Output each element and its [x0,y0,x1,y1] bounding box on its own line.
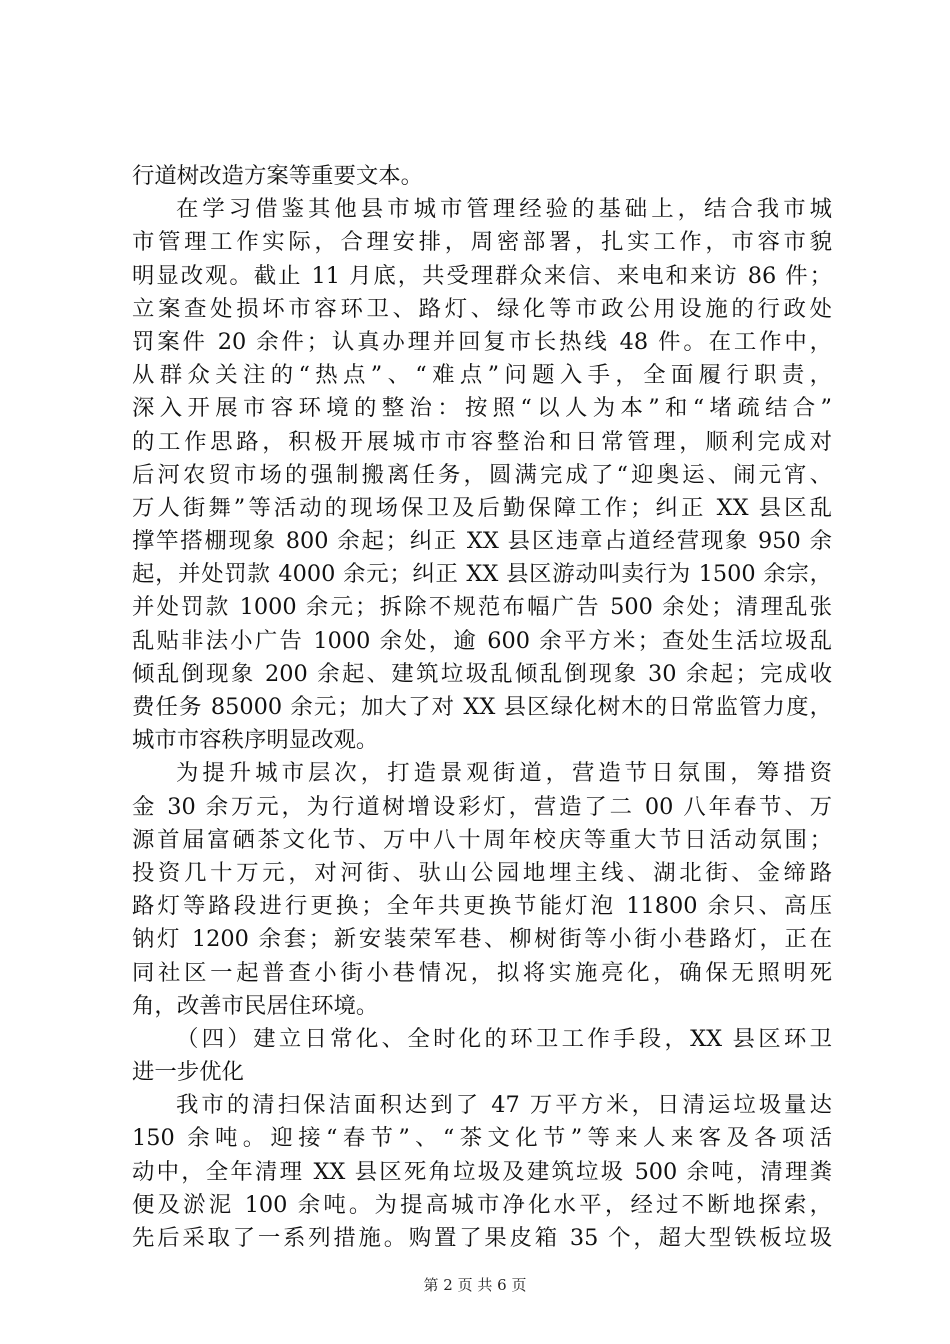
text-line: 为提升城市层次，打造景观街道，营造节日氛围，筹措资 [176,760,832,787]
text-line: 深入开展市容环境的整治：按照“以人为本”和“堵疏结合” [132,395,832,422]
text-line: 并处罚款 1000 余元；拆除不规范布幅广告 500 余处；清理乱张 [132,594,832,621]
text-line: 路灯等路段进行更换；全年共更换节能灯泡 11800 余只、高压 [132,893,832,920]
text-line: 在学习借鉴其他县市城市管理经验的基础上，结合我市城 [176,196,832,223]
text-line: 罚案件 20 余件；认真办理并回复市长热线 48 件。在工作中， [132,328,832,355]
text-line: 同社区一起普查小街小巷情况，拟将实施亮化，确保无照明死 [132,959,832,986]
text-line: 市管理工作实际，合理安排，周密部署，扎实工作，市容市貌 [132,229,832,256]
text-line: 立案查处损坏市容环卫、路灯、绿化等市政公用设施的行政处 [132,295,832,322]
text-line: 先后采取了一系列措施。购置了果皮箱 35 个，超大型铁板垃圾 [132,1225,832,1251]
text-line: 150 余吨。迎接“春节”、“茶文化节”等来人来客及各项活 [132,1125,832,1152]
text-line: 万人街舞”等活动的现场保卫及后勤保障工作；纠正 XX 县区乱 [132,494,832,521]
text-line: 便及淤泥 100 余吨。为提高城市净化水平，经过不断地探索， [132,1191,832,1218]
text-line: 明显改观。截止 11 月底，共受理群众来信、来电和来访 86 件； [132,262,832,289]
text-line: 的工作思路，积极开展城市市容整治和日常管理，顺利完成对 [132,428,832,455]
text-line: 撑竿搭棚现象 800 余起；纠正 XX 县区违章占道经营现象 950 余 [132,528,832,555]
text-line: 城市市容秩序明显改观。 [132,727,379,754]
text-line: 起，并处罚款 4000 余元；纠正 XX 县区游动叫卖行为 1500 余宗， [132,561,832,588]
text-line: 后河农贸市场的强制搬离任务，圆满完成了“迎奥运、闹元宵、 [132,461,832,488]
section-heading: （四）建立日常化、全时化的环卫工作手段，XX 县区环卫 [176,1025,832,1052]
text-line: 乱贴非法小广告 1000 余处，逾 600 余平方米；查处生活垃圾乱 [132,627,832,654]
text-line: 角，改善市民居住环境。 [132,992,379,1019]
page-number-footer: 第 2 页 共 6 页 [423,1276,527,1294]
section-heading: 进一步优化 [132,1059,244,1086]
text-line: 金 30 余万元，为行道树增设彩灯，营造了二 00 八年春节、万 [132,793,832,820]
text-line: 动中，全年清理 XX 县区死角垃圾及建筑垃圾 500 余吨，清理粪 [132,1158,832,1185]
text-line: 投资几十万元，对河街、驮山公园地埋主线、湖北街、金缔路 [132,859,832,886]
text-line: 倾乱倒现象 200 余起、建筑垃圾乱倾乱倒现象 30 余起；完成收 [132,660,832,687]
text-line: 钠灯 1200 余套；新安装荣军巷、柳树街等小街小巷路灯，正在 [132,926,832,953]
text-line: 行道树改造方案等重要文本。 [132,163,424,189]
text-line: 费任务 85000 余元；加大了对 XX 县区绿化树木的日常监管力度， [132,694,832,720]
text-line: 源首届富硒茶文化节、万中八十周年校庆等重大节日活动氛围； [132,826,832,853]
text-line: 从群众关注的“热点”、“难点”问题入手，全面履行职责， [132,362,832,389]
text-line: 我市的清扫保洁面积达到了 47 万平方米，日清运垃圾量达 [176,1092,832,1119]
document-body [132,160,832,1255]
